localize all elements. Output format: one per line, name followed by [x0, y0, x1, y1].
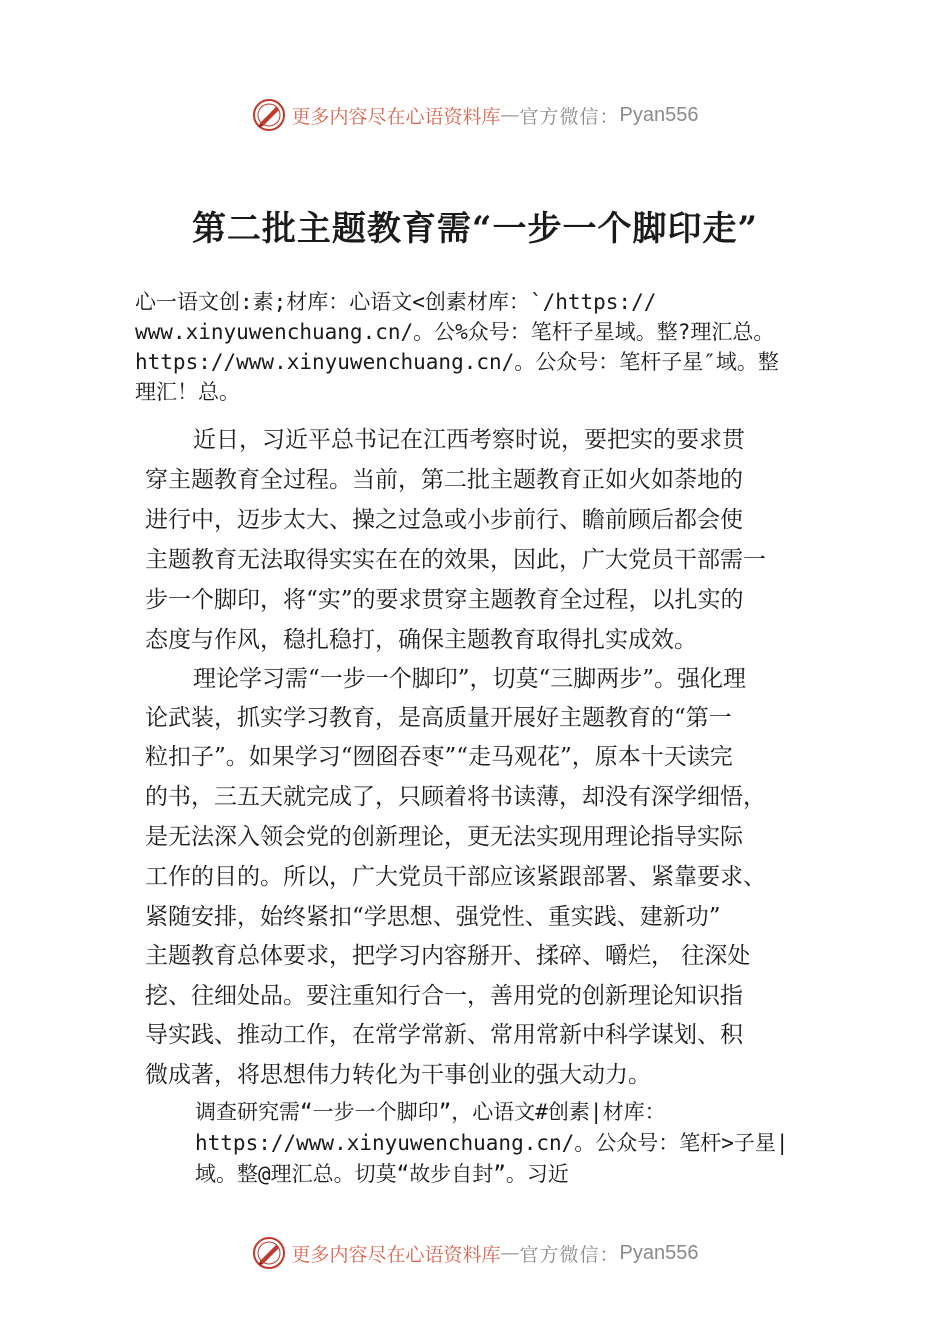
body-line: 步一个脚印，将“实”的要求贯穿主题教育全过程，以扎实的 — [145, 587, 744, 613]
banner-separator: — — [500, 104, 520, 126]
body-line: 导实践、推动工作，在常学常新、常用常新中科学谋划、积 — [145, 1022, 743, 1048]
body-line: 微成著，将思想伟力转化为干事创业的强大动力。 — [145, 1062, 651, 1088]
body-line: 挖、往细处品。要注重知行合一，善用党的创新理论知识指 — [145, 983, 743, 1009]
header-banner — [0, 95, 950, 135]
body-line: 紧随安排，始终紧扣“学思想、强党性、重实践、建新功” — [145, 904, 721, 930]
banner-brand: 更多内容尽在心语资料库 — [291, 1243, 501, 1266]
watermark-line: www.xinyuwenchuang.cn/。公%众号：笔杆子星域。整?理汇总。 — [135, 320, 775, 344]
body-line: 理论学习需“一步一个脚印”，切莫“三脚两步”。强化理 — [193, 666, 747, 692]
body-line: 近日，习近平总书记在江西考察时说，要把实的要求贯 — [193, 427, 745, 453]
banner-separator: — — [500, 1242, 520, 1264]
body-line: 论武装，抓实学习教育，是高质量开展好主题教育的“第一 — [145, 705, 732, 731]
body-line: 工作的目的。所以，广大党员干部应该紧跟部署、紧靠要求、 — [145, 864, 766, 890]
quill-logo-icon — [252, 1236, 286, 1270]
closing-line: https://www.xinyuwenchuang.cn/。公众号：笔杆>子星| — [195, 1131, 789, 1155]
banner-wechat-label: 官方微信： — [519, 105, 620, 128]
banner-handle: Pyan556 — [619, 1241, 699, 1264]
quill-logo-icon — [252, 98, 286, 132]
document-title: 第二批主题教育需“一步一个脚印走” — [191, 209, 759, 249]
closing-line: 调查研究需“一步一个脚印”，心语文#创素|材库： — [195, 1100, 666, 1124]
banner-handle: Pyan556 — [619, 103, 699, 126]
banner-brand: 更多内容尽在心语资料库 — [291, 105, 501, 128]
body-line: 粒扣子”。如果学习“囫囵吞枣”“走马观花”，原本十天读完 — [145, 744, 733, 770]
banner-wechat-label: 官方微信： — [519, 1243, 620, 1266]
body-line: 的书，三五天就完成了，只顾着将书读薄，却没有深学细悟， — [145, 784, 766, 810]
closing-line: 域。整@理汇总。切莫“故步自封”。习近 — [195, 1162, 569, 1186]
body-line: 态度与作风，稳扎稳打，确保主题教育取得扎实成效。 — [145, 627, 697, 653]
body-line: 是无法深入领会党的创新理论，更无法实现用理论指导实际 — [145, 824, 743, 850]
watermark-line: 理汇！总。 — [135, 380, 240, 404]
body-line: 穿主题教育全过程。当前，第二批主题教育正如火如荼地的 — [145, 467, 743, 493]
watermark-line: https://www.xinyuwenchuang.cn/。公众号：笔杆子星″域。整 — [135, 350, 779, 374]
body-line: 主题教育无法取得实实在在的效果，因此，广大党员干部需一 — [145, 547, 766, 573]
body-line: 主题教育总体要求，把学习内容掰开、揉碎、嚼烂， 往深处 — [145, 943, 751, 969]
watermark-line: 心一语文创:素;材库：心语文<创素材库：`/https:// — [135, 290, 657, 314]
body-line: 进行中，迈步太大、操之过急或小步前行、瞻前顾后都会使 — [145, 507, 743, 533]
footer-banner — [0, 1233, 950, 1273]
